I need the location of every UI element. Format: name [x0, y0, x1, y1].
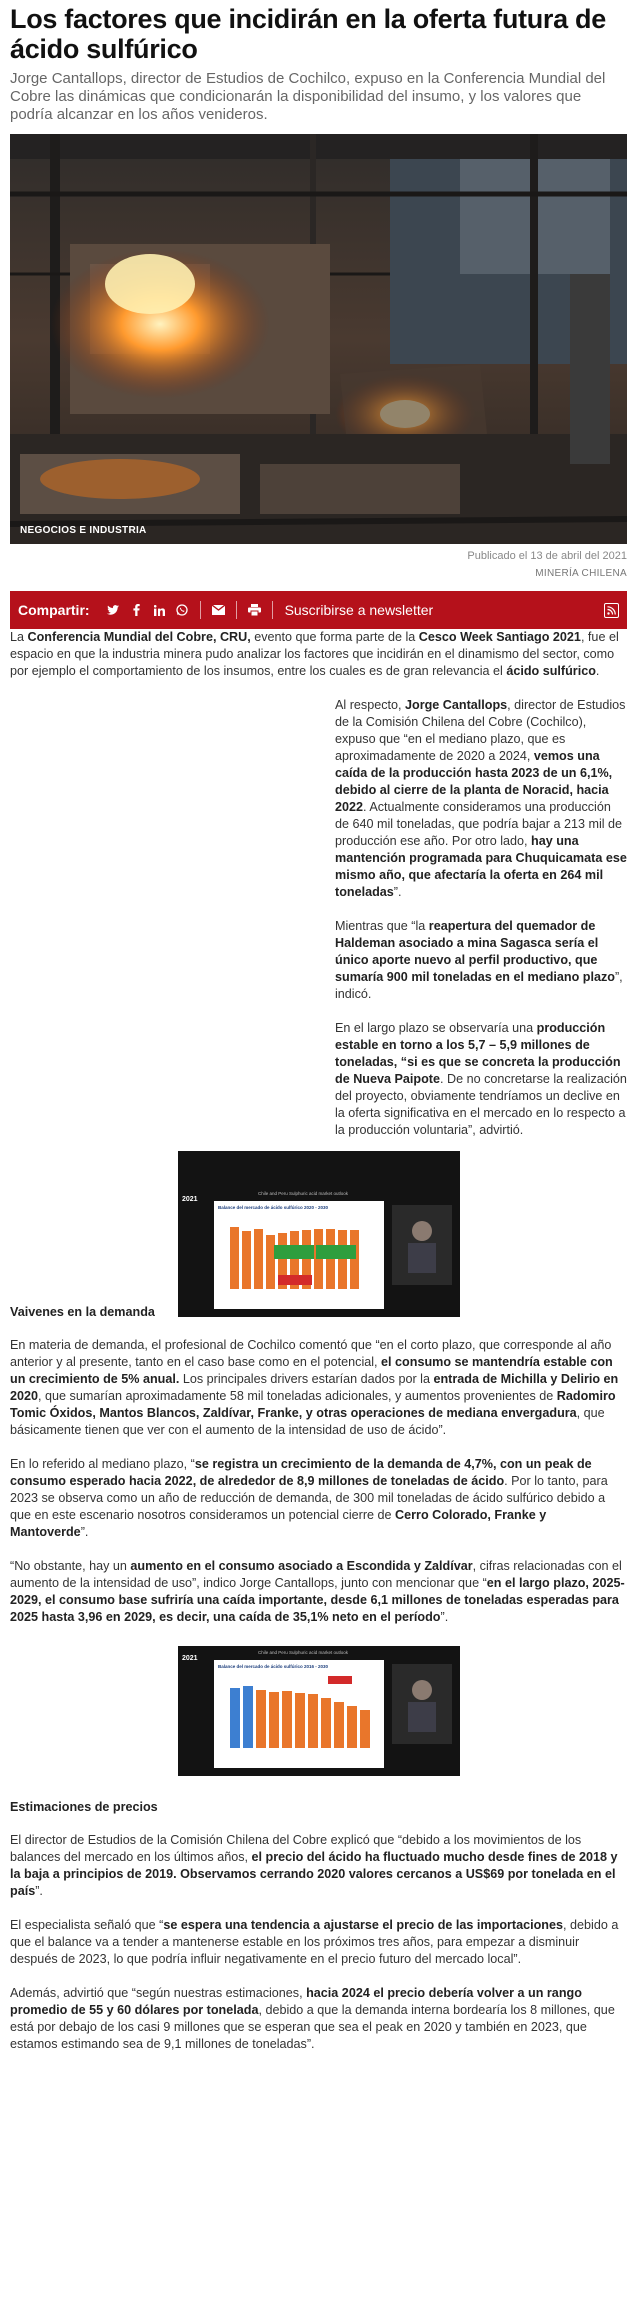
paragraph: Mientras que “la reapertura del quemador de Haldeman asociado a mina Sagasca sería el único aporte nuevo al perfil productivo, que sumaría 900 mil toneladas en el mediano plazo”, indicó. — [335, 919, 623, 1001]
email-icon[interactable] — [212, 604, 225, 617]
paragraph: El director de Estudios de la Comisión Chilena del Cobre explicó que “debido a los movimientos de los balances del mercado en los últimos años, el precio del ácido ha fluctuado mucho desde fines de 2018 y la baja a principios de 2019. Observamos cerrando 2020 valores cercanos a US$69 por tonelada en el país”. — [10, 1833, 618, 1898]
ad-space — [10, 697, 335, 1187]
paragraph: En el largo plazo se observaría una producción estable en torno a los 5,7 – 5,9 millones de toneladas, “si es que se concreta la producción de Nueva Paipote. De no concretarse la realización del proyecto, obviamente tendríamos un declive en la oferta significativa en el mercado en lo respecto a la producción voluntaria”, advirtió. — [335, 1021, 627, 1137]
video-frame-2 — [178, 1646, 460, 1776]
article-title: Los factores que incidirán en la oferta futura de ácido sulfúrico — [10, 4, 606, 64]
twitter-icon[interactable] — [107, 604, 120, 617]
paragraph: La Conferencia Mundial del Cobre, CRU, evento que forma parte de la Cesco Week Santiago 2021, fue el espacio en que la industria minera pudo analizar los factores que incidirán en el dinamismo del sector, como por ejemplo el comportamiento de los insumos, entre los cuales es de gran relevancia el ácido sulfúrico. — [10, 630, 619, 678]
linkedin-icon[interactable] — [153, 604, 166, 617]
section-heading-prices: Estimaciones de precios — [10, 1800, 158, 1814]
video-year: 2021 — [181, 1655, 198, 1662]
article-body — [10, 629, 627, 2053]
image-category-label: NEGOCIOS E INDUSTRIA — [20, 525, 147, 536]
video-embed-1[interactable] — [178, 1151, 460, 1281]
ad-wrapped-section — [10, 697, 627, 1139]
article — [10, 0, 627, 2053]
share-label: Compartir: — [18, 602, 90, 618]
share-divider — [272, 601, 273, 619]
video-embed-2[interactable] — [178, 1646, 460, 1776]
paragraph: Además, advirtió que “según nuestras estimaciones, hacia 2024 el precio debería volver a un rango promedio de 55 y 60 dólares por tonelada, debido a que la demanda interna bordearía los 8 millones, que está por debajo de los casi 9 millones que se esperan que sea el peak en 2020 y también en 2023, que estamos estimando sea de 9,1 millones de toneladas”. — [10, 1986, 615, 2051]
video-chart-title: Balance del mercado de ácido sulfúrico 2016 - 2030 — [217, 1664, 328, 1669]
published-date: Publicado el 13 de abril del 2021 — [467, 550, 627, 562]
share-bar — [10, 591, 627, 629]
article-lead: Jorge Cantallops, director de Estudios de Cochilco, expuso en la Conferencia Mundial del Cobre las dinámicas que condicionarán la disponibilidad del insumo, y los valores que podría alcanzar en los años venideros. — [10, 70, 606, 123]
paragraph: “No obstante, hay un aumento en el consumo asociado a Escondida y Zaldívar, cifras relacionadas con el aumento de la intensidad de uso”, indico Jorge Cantallops, junto con mencionar que “en el largo plazo, 2025-2029, el consumo base sufriría una caída importante, desde 6,1 millones de toneladas esperadas para 2025 hasta 3,96 en 2029, es decir, una caída de 35,1% neto en el período”. — [10, 1559, 625, 1624]
smelter-photo — [10, 134, 627, 544]
paragraph: Al respecto, Jorge Cantallops, director de Estudios de la Comisión Chilena del Cobre (Cochilco), expuso que “en el mediano plazo, que es aproximadamente de 2020 a 2024, vemos una caída de la producción hasta 2023 de un 6,1%, debido al cierre de la planta de Noracid, hacia 2022. Actualmente consideramos una producción de 640 mil toneladas, que podría bajar a 213 mil de producción ese año. Por otro lado, hay una mantención programada para Chuquicamata ese mismo año, que afectaría la oferta en 264 mil toneladas”. — [335, 698, 627, 899]
video-header: Chile and Peru Sulphuric acid market outlook — [257, 1650, 348, 1655]
video-chart-bars — [230, 1227, 359, 1289]
paragraph: El especialista señaló que “se espera una tendencia a ajustarse el precio de las importaciones, debido a que el balance va a tender a mantenerse estable en los próximos tres años, para empezar a disminuir después de 2023, lo que podría influir negativamente en el precio futuro del mercado local”. — [10, 1918, 619, 1966]
source-label: MINERÍA CHILENA — [535, 568, 627, 579]
share-divider — [200, 601, 201, 619]
hero-image — [10, 134, 627, 544]
whatsapp-icon[interactable] — [176, 604, 189, 617]
newsletter-link[interactable]: Suscribirse a newsletter — [284, 602, 434, 618]
paragraph: En materia de demanda, el profesional de Cochilco comentó que “en el corto plazo, que corresponde al año anterior y al presente, tanto en el caso base como en el potencial, el consumo se mantendría estable con un crecimiento de 5% anual. Los principales drivers estarían dados por la entrada de Michilla y Delirio en 2020, que sumarían aproximadamente 58 mil toneladas adicionales, y aumentos provenientes de Radomiro Tomic Óxidos, Mantos Blancos, Zaldívar, Franke, y otras operaciones de mediana envergadura, que básicamente tienen que ver con el aumento de la intensidad de uso de ácido”. — [10, 1338, 619, 1437]
rss-icon[interactable] — [604, 603, 619, 618]
video-year: 2021 — [181, 1196, 198, 1203]
share-divider — [236, 601, 237, 619]
paragraph: En lo referido al mediano plazo, “se registra un crecimiento de la demanda de 4,7%, con un peak de consumo esperado hacia 2022, de alrededor de 8,9 millones de toneladas de ácido. Por lo tanto, para 2023 se observa como un año de reducción de demanda, de 300 mil toneladas de ácido sulfúrico debido a que en este escenario nosotros consideramos un potencial cierre de Cerro Colorado, Franke y Mantoverde”. — [10, 1457, 608, 1539]
video-chart-title: Balance del mercado de ácido sulfúrico 2020 - 2030 — [217, 1205, 328, 1210]
video-header: Chile and Peru Sulphuric acid market outlook — [257, 1191, 348, 1196]
facebook-icon[interactable] — [130, 604, 143, 617]
video-frame-1 — [178, 1187, 460, 1317]
print-icon[interactable] — [248, 604, 261, 617]
section-heading-demand: Vaivenes en la demanda — [10, 1305, 155, 1319]
